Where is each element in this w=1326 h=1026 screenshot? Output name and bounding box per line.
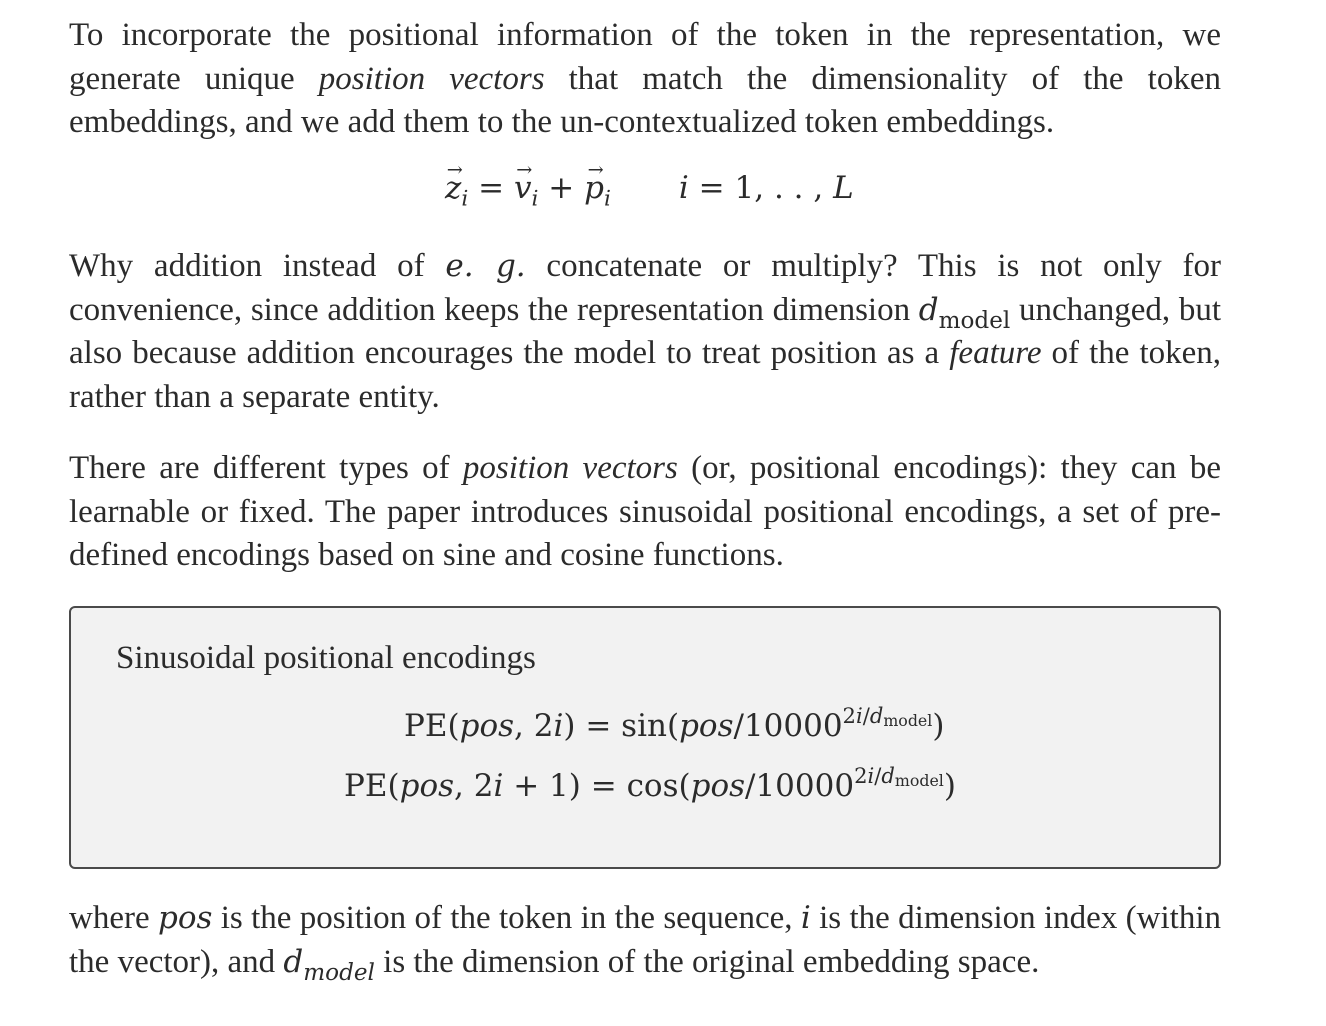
text: concatenate or multiply? This is not only for convenience, since addition keeps the representation dimension [69,248,1221,328]
vector-p: → p [584,170,604,206]
var-i: i [553,708,564,744]
sequence-length-L: L [833,170,854,206]
var-pos: pos [399,768,455,804]
comma-two: , 2 [454,768,494,804]
var-i: i [493,768,504,804]
subscript-model: model [303,959,375,986]
paren-close: ) [932,708,945,744]
text: To incorporate the positional information of the token in the representation, we generate unique [69,17,1221,97]
exponent [842,703,933,731]
exp-d: d [881,763,895,789]
text: unchanged, but also because addition encourages the model to treat position as a [69,291,1221,371]
comma-two: , 2 [514,708,554,744]
symbol-d: d [918,291,939,328]
subscript-i: i [603,186,611,212]
exp-model: model [883,711,933,731]
text: Why addition instead of [69,248,446,284]
emphasis-position-vectors: position vectors [318,60,545,97]
text: There are different types of [69,450,463,486]
index-range: = 1, . . , [688,170,834,206]
equals-sign: = [468,170,514,206]
paragraph-why-addition [69,245,1221,419]
equation-cos [344,763,956,804]
var-pos: pos [157,900,213,936]
text: that match the dimensionality of the token embeddings, and we add them to the un-contextualized token embeddings. [69,60,1221,140]
vector-v: → v [514,170,532,206]
paragraph-types [69,447,1221,578]
exp-d: d [869,703,884,729]
text: is the position of the token in the sequence, [212,900,801,936]
text: (or, positional encodings): they can be learnable or fixed. The paper introduces sinusoidal positional encodings, a set of pre-defined encodings based on sine and cosine functions. [69,450,1221,573]
abbrev-eg: e. g. [445,248,526,284]
subscript-i: i [461,186,469,212]
cos-function: cos( [626,768,691,804]
exponent [854,763,944,791]
exp-two: 2 [842,703,856,729]
equation-token-plus-position [445,170,854,212]
exp-i: i [867,763,875,789]
sin-function: sin( [621,708,680,744]
pe-open: PE( [344,768,400,804]
divisor: /10000 [733,708,843,744]
text: is the dimension index (within the vector), and [69,900,1221,980]
exp-i: i [855,703,863,729]
var-i: i [800,900,811,936]
equals-sign: = [580,768,627,804]
emphasis-position-vectors: position vectors [462,450,678,486]
vector-z: → z [445,170,461,206]
var-pos: pos [690,768,746,804]
paren-close: ) [943,768,956,804]
subscript-i: i [531,186,539,212]
definition-box [69,606,1221,869]
symbol-d: d [283,943,304,980]
text: of the token, rather than a separate entity. [69,335,1222,415]
exp-slash: / [874,763,882,789]
plus-sign: + [538,170,585,206]
paragraph-where [69,897,1221,984]
subscript-model: model [938,307,1011,334]
pe-open: PE( [404,708,460,744]
divisor: /10000 [745,768,855,804]
var-pos: pos [459,708,515,744]
equals-sign: = [575,708,622,744]
box-title: Sinusoidal positional encodings [116,640,536,676]
plus-one: + 1) [503,768,581,804]
exp-two: 2 [854,763,868,789]
paragraph-intro [69,14,1221,145]
equation-sin [404,703,945,744]
text: where [69,900,158,936]
emphasis-feature: feature [949,335,1042,371]
exp-slash: / [862,703,870,729]
text: is the dimension of the original embedding space. [374,943,1040,980]
paren-close: ) [563,708,576,744]
exp-model: model [894,771,944,791]
var-pos: pos [679,708,734,744]
index-i: i [678,170,689,206]
